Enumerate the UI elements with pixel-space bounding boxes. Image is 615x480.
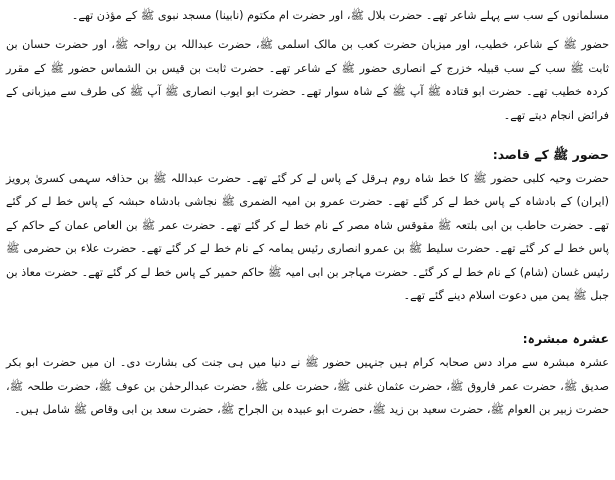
ashra-heading: عشرہ مبشرہ: (522, 331, 609, 347)
document-page (6, 4, 609, 476)
spacer (6, 307, 609, 327)
intro-paragraph-1: مسلمانوں کے سب سے پہلے شاعر تھے۔ حضرت بلال ﷺ، اور حضرت ام مکتوم (نابینا) مسجد نبوی ﷺ کے مؤذن تھے۔ (71, 9, 609, 22)
messengers-heading: حضور ﷺ کے قاصد: (492, 147, 609, 163)
ashra-paragraph: عشرہ مبشرہ سے مراد دس صحابہ کرام ہیں جنہیں حضور ﷺ نے دنیا میں ہی جنت کی بشارت دی۔ ان میں حضرت ابو بکر صدیق ﷺ، حضرت عمر فاروق ﷺ، حضرت عثمان غنی ﷺ، حضرت علی ﷺ، حضرت عبدالرحمٰن بن عوف ﷺ، حضرت طلحہ ﷺ، حضرت زبیر بن العوام ﷺ، حضرت سعید بن زید ﷺ، حضرت ابو عبیدہ بن الجراح ﷺ، حضرت سعد بن ابی وقاص ﷺ شامل ہیں۔ (6, 356, 609, 417)
messengers-paragraph: حضرت وحیہ کلبی حضور ﷺ کا خط شاہ روم ہرقل کے پاس لے کر گئے تھے۔ حضرت عبداللہ ﷺ بن حذافہ سہمی کسریٰ پرویز (ایران) کے بادشاہ کے پاس خط لے کر گئے تھے۔ حضرت عمرو بن امیہ الضمری ﷺ نجاشی بادشاہ حبشہ کے پاس خط لے کر گئے تھے۔ حضرت حاطب بن ابی بلتعہ ﷺ مقوقس شاہ مصر کے نام خط لے کر گئے تھے۔ حضرت عمر ﷺ بن العاص عمان کے حاکم کے پاس خط لے کر گئے تھے۔ حضرت سلیط ﷺ بن عمرو انصاری رئیس یمامہ کے نام خط لے کر گئے تھے۔ حضرت علاء بن حضرمی ﷺ رئیس غسان (شام) کے نام خط لے کر گئے۔ حضرت مہاجر بن ابی امیہ ﷺ حاکم حمیر کے پاس خط لے کر گئے تھے۔ حضرت معاذ بن جبل ﷺ یمن میں دعوت اسلام دینے گئے تھے۔ (6, 172, 609, 303)
spacer (6, 127, 609, 143)
intro-paragraph-2: حضور ﷺ کے شاعر، خطیب، اور میزبان حضرت کعب بن مالک اسلمی ﷺ، حضرت عبداللہ بن رواحہ ﷺ، اور حضرت حسان بن ثابت ﷺ سب کے سب قبیلہ خزرج کے انصاری حضور ﷺ کے شاعر تھے۔ حضرت ثابت بن قیس بن الشماس حضور ﷺ کے مقرر کردہ خطیب تھے۔ حضرت ابو قتادہ ﷺ آپ ﷺ کے شاہ سوار تھے۔ حضرت ابو ایوب انصاری ﷺ آپ ﷺ کی طرف سے میزبانی کے فرائض انجام دیتے تھے۔ (6, 38, 609, 122)
